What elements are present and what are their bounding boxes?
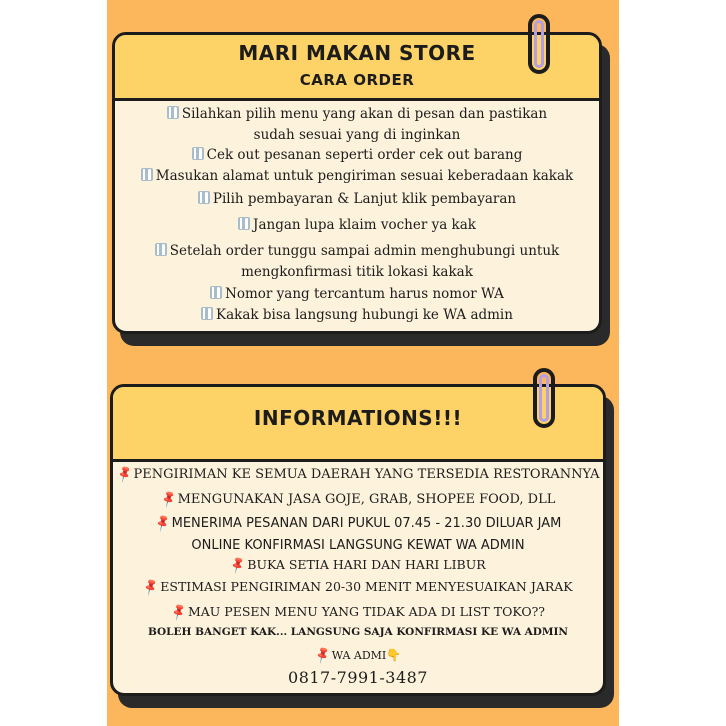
order-step-1: Silahkan pilih menu yang akan di pesan dan pastikan bbox=[115, 106, 599, 122]
fork-knife-icon bbox=[155, 243, 167, 256]
fork-knife-icon bbox=[141, 168, 153, 181]
info-wa-admin: 📌WA ADMI👇 bbox=[312, 645, 402, 665]
fork-knife-icon bbox=[201, 307, 213, 320]
order-step-2: Cek out pesanan seperti order cek out barang bbox=[115, 147, 599, 163]
pushpin-icon: 📌 bbox=[158, 489, 179, 509]
pointing-down-hand-icon: 👇 bbox=[386, 648, 402, 662]
order-step-8: Kakak bisa langsung hubungi ke WA admin bbox=[115, 307, 599, 323]
order-subtitle: CARA ORDER bbox=[299, 71, 415, 89]
order-step-6: Setelah order tunggu sampai admin menghubungi untuk bbox=[115, 243, 599, 259]
info-line-2: 📌MENGUNAKAN JASA GOJE, GRAB, SHOPEE FOOD, DLL bbox=[158, 489, 556, 509]
card-info-header bbox=[113, 387, 603, 462]
pushpin-icon: 📌 bbox=[227, 555, 248, 575]
card-order-header bbox=[115, 35, 599, 101]
fork-knife-icon bbox=[198, 191, 210, 204]
store-title: MARI MAKAN STORE bbox=[238, 41, 476, 65]
order-step-5: Jangan lupa klaim vocher ya kak bbox=[115, 217, 599, 233]
info-line-4: 📌BUKA SETIA HARI DAN HARI LIBUR bbox=[227, 555, 486, 575]
info-line-5: 📌ESTIMASI PENGIRIMAN 20-30 MENIT MENYESUAIKAN JARAK bbox=[140, 577, 573, 597]
order-step-6-cont: mengkonfirmasi titik lokasi kakak bbox=[241, 264, 473, 280]
order-step-1-cont: sudah sesuai yang di inginkan bbox=[253, 127, 461, 143]
phone-number: 0817-7991-3487 bbox=[288, 668, 428, 687]
info-line-6-cont: BOLEH BANGET KAK... LANGSUNG SAJA KONFIRMASI KE WA ADMIN bbox=[147, 626, 569, 638]
order-step-7: Nomor yang tercantum harus nomor WA bbox=[115, 286, 599, 302]
info-line-3-cont: ONLINE KONFIRMASI LANGSUNG KEWAT WA ADMIN bbox=[191, 538, 525, 553]
card-order bbox=[112, 32, 602, 334]
paper-clip-icon bbox=[533, 368, 555, 428]
pushpin-icon: 📌 bbox=[114, 464, 134, 484]
fork-knife-icon bbox=[210, 286, 222, 299]
info-line-3: 📌MENERIMA PESANAN DARI PUKUL 07.45 - 21.30 DILUAR JAM bbox=[152, 513, 562, 533]
pushpin-icon: 📌 bbox=[168, 602, 189, 622]
order-step-3: Masukan alamat untuk pengiriman sesuai keberadaan kakak bbox=[115, 168, 599, 184]
pushpin-icon: 📌 bbox=[152, 513, 173, 533]
paper-clip-icon bbox=[528, 14, 550, 74]
pushpin-icon: 📌 bbox=[140, 577, 161, 597]
pushpin-icon: 📌 bbox=[312, 645, 333, 665]
fork-knife-icon bbox=[167, 106, 179, 119]
fork-knife-icon bbox=[192, 147, 204, 160]
card-info bbox=[110, 384, 606, 696]
fork-knife-icon bbox=[238, 217, 250, 230]
info-title: INFORMATIONS!!! bbox=[253, 406, 463, 430]
order-step-4: Pilih pembayaran & Lanjut klik pembayaran bbox=[115, 191, 599, 207]
info-line-1: 📌PENGIRIMAN KE SEMUA DAERAH YANG TERSEDIA RESTORANNYA bbox=[114, 464, 600, 484]
info-line-6: 📌MAU PESEN MENU YANG TIDAK ADA DI LIST TOKO?? bbox=[168, 602, 545, 622]
